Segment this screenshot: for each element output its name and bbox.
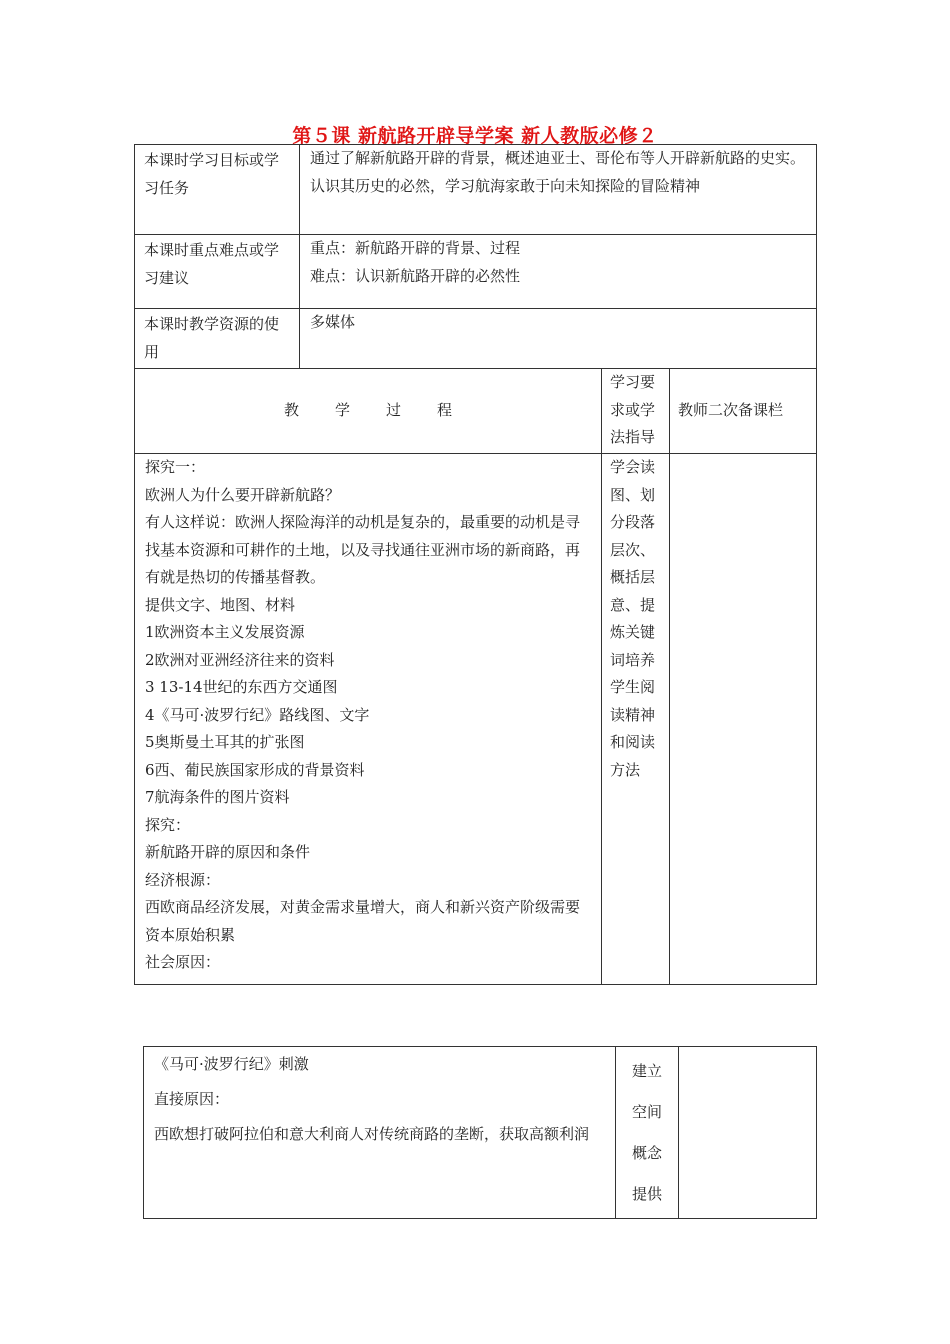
info-content-line: 通过了解新航路开辟的背景，概述迪亚士、哥伦布等人开辟新航路的史实。认识其历史的必然，学习航海家敢于向未知探险的冒险精神 [310,149,806,195]
process-line: 探究： [145,815,191,834]
continuation-guidance-line: 提供 [631,1185,662,1203]
continuation-line: 西欧想打破阿拉伯和意大利商人对传统商路的垄断，获取高额利润 [154,1125,590,1143]
continuation-guidance [616,1047,679,1219]
info-row-goals [135,145,817,235]
info-content-line: 多媒体 [310,313,356,331]
process-line: 提供文字、地图、材料 [145,595,296,614]
process-header [135,369,602,454]
info-content-line: 难点：认识新航路开辟的必然性 [310,266,521,285]
process-line: 探究一： [145,458,206,476]
process-line: 4《马可·波罗行纪》路线图、文字 [145,705,370,724]
process-line: 2欧洲对亚洲经济往来的资料 [145,650,335,669]
process-line: 6西、葡民族国家形成的背景资料 [145,760,365,779]
process-line: 7航海条件的图片资料 [145,788,290,806]
info-content-key-points [300,235,817,309]
process-line: 1欧洲资本主义发展资源 [145,623,305,641]
info-content-goals [300,145,817,235]
continuation-guidance-line: 建立 [631,1062,662,1080]
info-row-key-points [135,235,817,309]
continuation-table [143,1046,817,1219]
process-line: 新航路开辟的原因和条件 [145,843,311,861]
page-title: 第５课 新航路开辟导学案 新人教版必修２ [292,125,658,147]
teacher-notes-cell [670,454,817,985]
teacher-notes-header: 教师二次备课栏 [670,369,817,454]
continuation-guidance-line: 概念 [631,1144,662,1162]
info-content-resources [300,309,817,369]
process-line: 社会原因： [145,953,221,971]
continuation-row [144,1047,817,1219]
lesson-info-table [134,144,817,369]
process-content [135,454,602,985]
teaching-process-table [134,368,817,985]
info-label-resources: 本课时教学资源的使用 [135,309,300,369]
process-line: 经济根源： [145,870,221,889]
process-header-row [135,369,817,454]
continuation-teacher-notes [679,1047,817,1219]
process-line: 3 13-14世纪的东西方交通图 [145,678,338,696]
info-label-goals: 本课时学习目标或学习任务 [135,145,300,235]
info-content-line: 重点：新航路开辟的背景、过程 [310,239,521,257]
info-label-key-points: 本课时重点难点或学习建议 [135,235,300,309]
process-header-char: 教 [283,401,299,420]
process-header-char: 程 [437,401,453,420]
process-body-row [135,454,817,985]
continuation-content [144,1047,616,1219]
process-header-char: 过 [386,401,402,420]
info-row-resources [135,309,817,369]
process-line: 有人这样说：欧洲人探险海洋的动机是复杂的，最重要的动机是寻找基本资源和可耕作的土地，以及寻找通往亚洲市场的新商路，再有就是热切的传播基督教。 [145,513,581,586]
continuation-line: 直接原因： [154,1090,230,1108]
process-line: 5奥斯曼土耳其的扩张图 [145,733,305,751]
guidance-header: 学习要求或学法指导 [602,369,670,454]
continuation-guidance-line: 空间 [631,1103,662,1121]
guidance-content: 学会读图、划分段落层次、概括层意、提炼关键词培养学生阅读精神和阅读方法 [602,454,670,985]
process-line: 西欧商品经济发展，对黄金需求量增大，商人和新兴资产阶级需要资本原始积累 [145,898,581,944]
continuation-line: 《马可·波罗行纪》刺激 [154,1055,309,1073]
process-header-char: 学 [334,401,350,420]
process-line: 欧洲人为什么要开辟新航路？ [145,485,341,504]
